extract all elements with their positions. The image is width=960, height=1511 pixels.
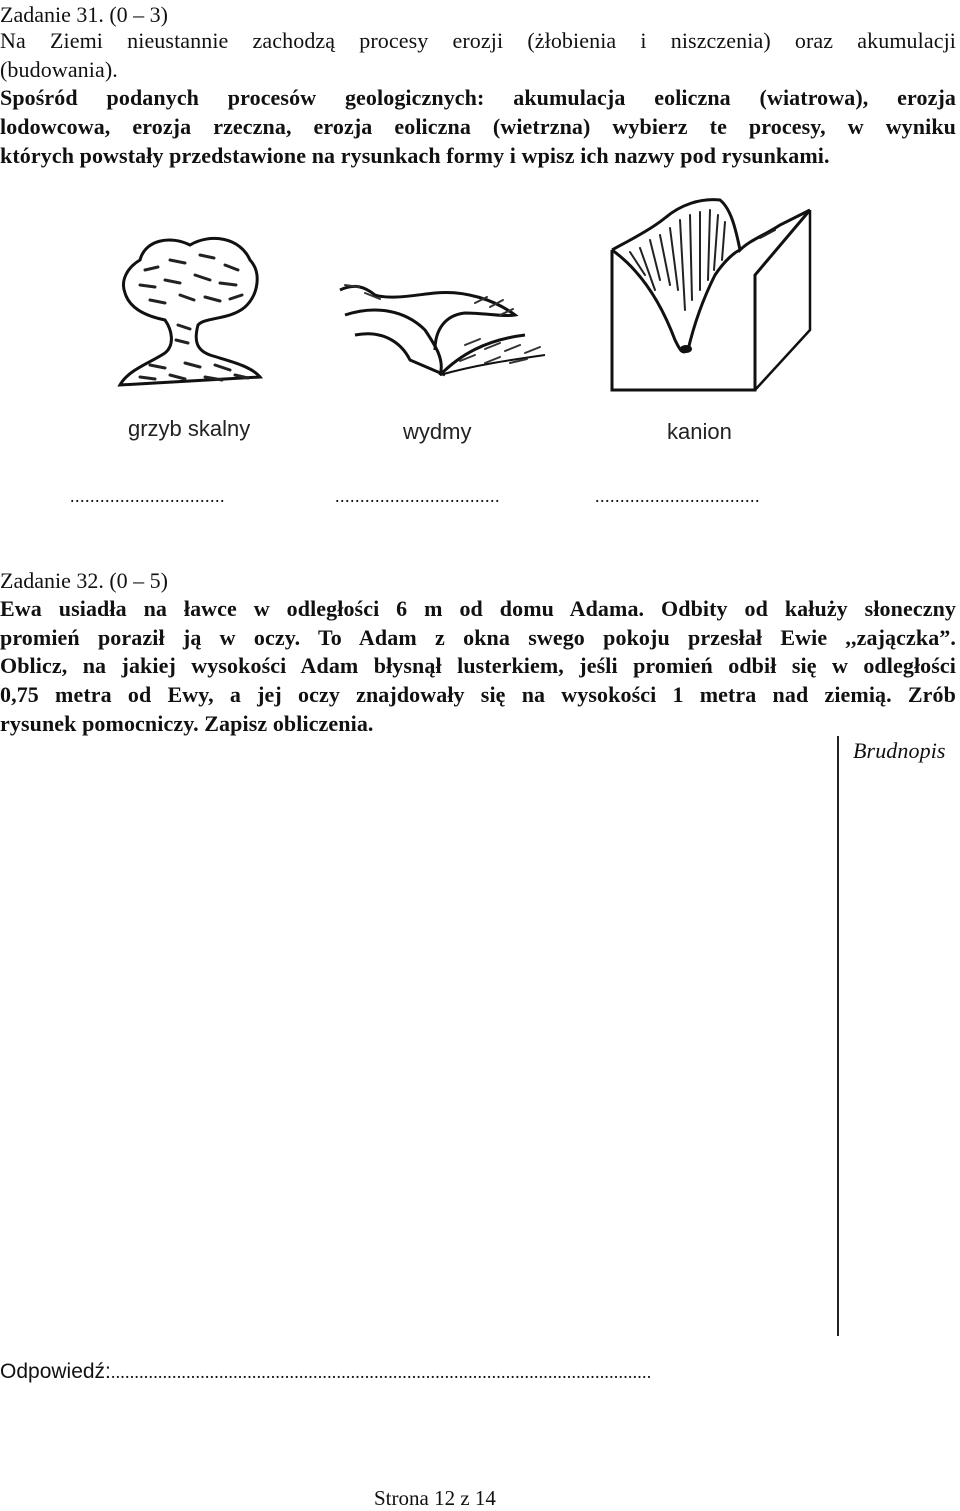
page-number: Strona 12 z 14: [374, 1486, 496, 1510]
task-31-intro-line: (budowania).: [0, 57, 118, 82]
figure-caption-rock-mushroom: grzyb skalny: [128, 416, 251, 441]
task-31-title: Zadanie 31. (0 – 3): [0, 2, 168, 27]
task-32-title: Zadanie 32. (0 – 5): [0, 568, 168, 593]
rock-mushroom-drawing: [110, 225, 270, 390]
solution-work-area[interactable]: [0, 770, 830, 1330]
dunes-drawing: [335, 275, 550, 385]
answer-field[interactable]: ...................................................................................................................: [110, 1362, 652, 1382]
task-31-instruction-line: Spośród podanych procesów geologicznych: akumulacja eoliczna (wiatrowa), erozja: [0, 85, 956, 110]
task-32-text-line: rysunek pomocniczy. Zapisz obliczenia.: [0, 711, 374, 736]
task-32-text-line: Ewa usiadła na ławce w odległości 6 m od domu Adama. Odbity od kałuży słoneczny: [0, 596, 956, 621]
scratch-area-label: Brudnopis: [853, 738, 946, 763]
task-32-text-line: Oblicz, na jakiej wysokości Adam błysnął lusterkiem, jeśli promień odbił się w odległości: [0, 653, 956, 678]
task-31-intro-line: Na Ziemi nieustannie zachodzą procesy erozji (żłobienia i niszczenia) oraz akumulacji: [0, 28, 956, 53]
answer-field-dunes[interactable]: .................................: [335, 486, 500, 506]
figure-caption-canyon: kanion: [667, 419, 732, 444]
task-31-instruction-line: lodowcowa, erozja rzeczna, erozja eoliczna (wietrzna) wybierz te procesy, w wyniku: [0, 114, 956, 139]
task-32-text-line: 0,75 metra od Ewy, a jej oczy znajdowały się na wysokości 1 metra nad ziemią. Zrób: [0, 682, 956, 707]
answer-label: Odpowiedź:: [0, 1360, 111, 1383]
figure-caption-dunes: wydmy: [403, 419, 472, 444]
canyon-drawing: [610, 190, 810, 390]
scratch-area-divider: [837, 736, 839, 1336]
answer-row: [0, 1360, 651, 1384]
task-32-text-line: promień poraził ją w oczy. To Adam z okna swego pokoju przesłał Ewie ,,zajączka”.: [0, 625, 956, 650]
answer-field-rock-mushroom[interactable]: ...............................: [70, 486, 225, 506]
task-31-instruction-line: których powstały przedstawione na rysunkach formy i wpisz ich nazwy pod rysunkami.: [0, 143, 830, 168]
answer-field-canyon[interactable]: .................................: [595, 486, 760, 506]
